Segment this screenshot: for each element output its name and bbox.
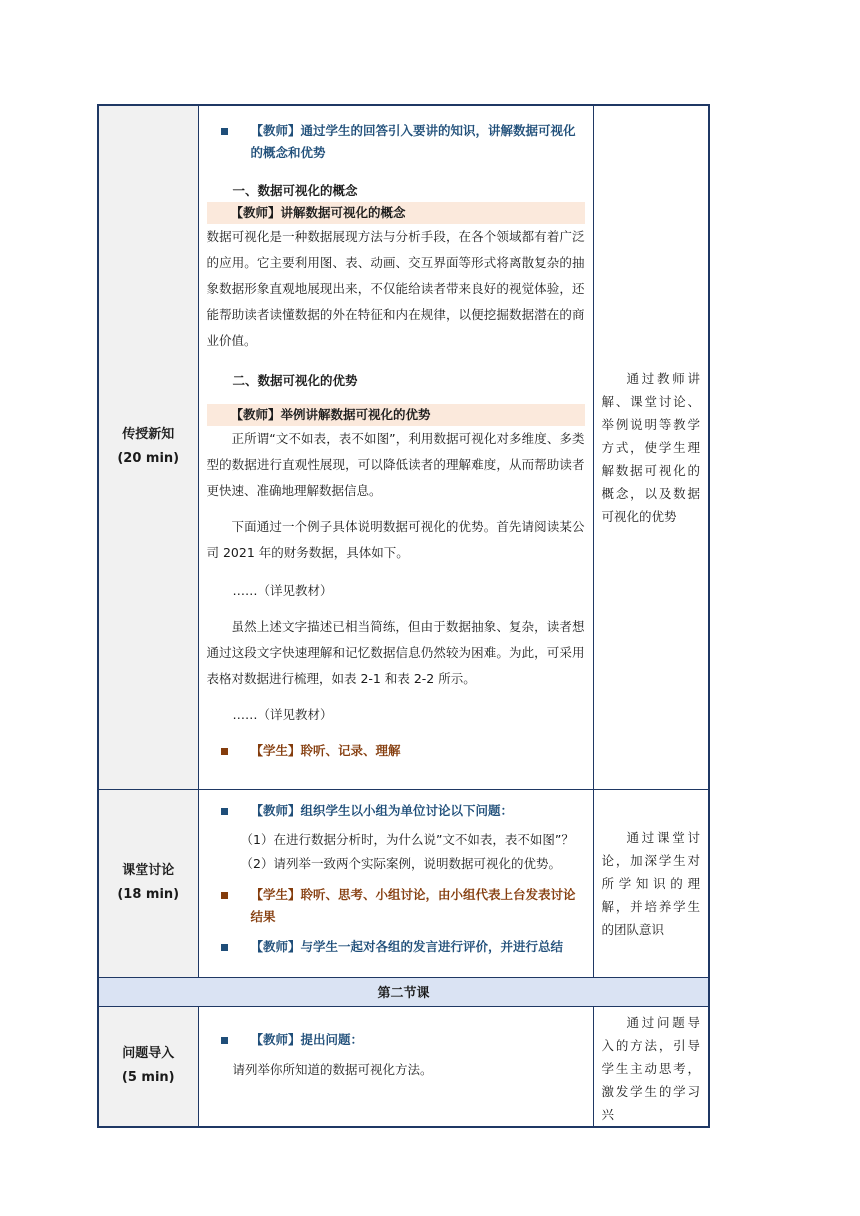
teacher-bullet: 【教师】组织学生以小组为单位讨论以下问题： — [199, 800, 593, 822]
lesson-table — [97, 104, 710, 1128]
section-heading: 一、数据可视化的概念 — [232, 183, 358, 198]
row-teach — [98, 105, 709, 789]
square-bullet-icon — [221, 748, 228, 755]
paragraph: 正所谓“文不如表，表不如图”，利用数据可视化对多维度、多类型的数据进行直观性展现，可以降低读者的理解难度，从而帮助读者更快速、准确地理解数据信息。 — [206, 431, 585, 498]
row-intro-goal — [593, 1006, 709, 1127]
row-intro — [98, 1006, 709, 1127]
teacher-band: 【教师】举例讲解数据可视化的优势 — [207, 404, 585, 426]
square-bullet-icon — [221, 128, 228, 135]
teacher-bullet: 【教师】提出问题： — [199, 1029, 593, 1051]
square-bullet-icon — [221, 892, 228, 899]
row-discuss — [98, 789, 709, 977]
paragraph: 数据可视化是一种数据展现方法与分析手段，在各个领域都有着广泛的应用。它主要利用图、表、动画、交互界面等形式将离散复杂的抽象数据形象直观地展现出来，不仅能给读者带来良好的视觉体验，还能帮助读者读懂数据的外在特征和内在规律，以便挖掘数据潜在的商业价值。 — [206, 229, 585, 348]
goal-text: 通过课堂讨论，加深学生对所学知识的理解，并培养学生的团队意识 — [601, 829, 700, 937]
row-time: (5 min) — [121, 1070, 175, 1085]
student-bullet: 【学生】聆听、记录、理解 — [199, 740, 593, 762]
row-intro-content — [198, 1006, 593, 1127]
row-discuss-goal — [593, 789, 709, 977]
question-text: 请列举你所知道的数据可视化方法。 — [232, 1061, 433, 1077]
section-heading: 二、数据可视化的优势 — [232, 373, 358, 388]
row-discuss-label — [98, 789, 198, 977]
row-teach-goal — [593, 105, 709, 789]
section-row — [98, 977, 709, 1006]
row-intro-label — [98, 1006, 198, 1127]
ellipsis-note: ……（详见教材） — [232, 707, 333, 722]
square-bullet-icon — [221, 1037, 228, 1044]
row-title: 传授新知 — [122, 427, 175, 443]
goal-text: 通过问题导入的方法，引导学生主动思考，激发学生的学习兴 — [601, 1014, 700, 1122]
ellipsis-note: ……（详见教材） — [232, 583, 333, 598]
row-time: (20 min) — [117, 451, 180, 467]
discussion-question: （1）在进行数据分析时，为什么说”文不如表，表不如图”？ — [240, 831, 574, 847]
teacher-band: 【教师】讲解数据可视化的概念 — [207, 202, 585, 224]
row-teach-content — [198, 105, 593, 789]
row-time: (18 min) — [117, 887, 180, 902]
goal-text: 通过教师讲解、课堂讨论、举例说明等教学方式，使学生理解数据可视化的概念，以及数据可视化的优势 — [601, 370, 700, 524]
teacher-bullet: 【教师】与学生一起对各组的发言进行评价，并进行总结 — [199, 936, 593, 958]
row-title: 问题导入 — [122, 1046, 175, 1061]
section-title: 第二节课 — [98, 977, 709, 1006]
paragraph: 下面通过一个例子具体说明数据可视化的优势。首先请阅读某公司 2021 年的财务数据，具体如下。 — [206, 519, 585, 560]
row-teach-label — [98, 105, 198, 789]
square-bullet-icon — [221, 944, 228, 951]
square-bullet-icon — [221, 808, 228, 815]
row-discuss-content — [198, 789, 593, 977]
row-title: 课堂讨论 — [122, 863, 175, 878]
teacher-bullet: 【教师】通过学生的回答引入要讲的知识，讲解数据可视化的概念和优势 — [199, 120, 593, 164]
student-bullet: 【学生】聆听、思考、小组讨论，由小组代表上台发表讨论结果 — [199, 884, 593, 928]
discussion-question: （2）请列举一致两个实际案例，说明数据可视化的优势。 — [240, 855, 561, 871]
paragraph: 虽然上述文字描述已相当简练，但由于数据抽象、复杂，读者想通过这段文字快速理解和记忆数据信息仍然较为困难。为此，可采用表格对数据进行梳理，如表 2-1 和表 2-2 所示。 — [206, 619, 585, 686]
lesson-plan — [97, 104, 708, 1128]
